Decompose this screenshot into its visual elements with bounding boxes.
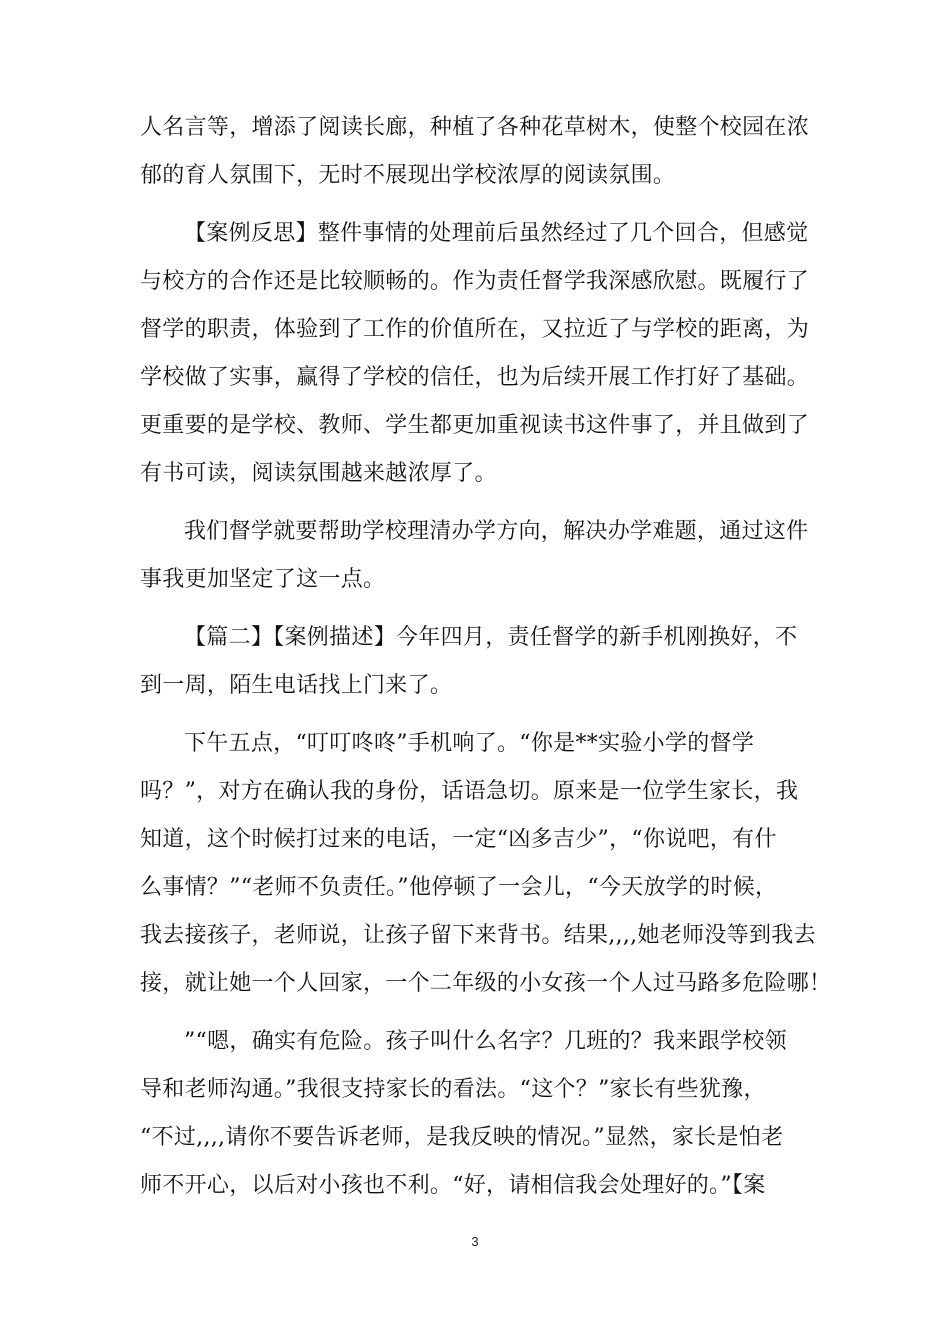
text-line: 我去接孩子，老师说，让孩子留下来背书。结果,,,,她老师没等到我去 <box>140 923 816 948</box>
text-line: 吗？”，对方在确认我的身份，话语急切。原来是一位学生家长，我 <box>140 779 799 804</box>
text-line: 与校方的合作还是比较顺畅的。作为责任督学我深感欣慰。既履行了 <box>140 269 810 294</box>
text-line: 更重要的是学校、教师、学生都更加重视读书这件事了，并且做到了 <box>140 413 810 438</box>
paragraph-4 <box>140 614 830 710</box>
text-line: ”“嗯，确实有危险。孩子叫什么名字？几班的？我来跟学校领 <box>184 1029 787 1054</box>
text-line: 人名言等，增添了阅读长廊，种植了各种花草树木，使整个校园在浓 <box>140 115 810 140</box>
text-line: 导和老师沟通。”我很支持家长的看法。“这个？”家长有些犹豫， <box>140 1077 766 1102</box>
paragraph-1 <box>140 104 830 200</box>
document-body <box>140 104 830 1210</box>
text-line: 有书可读，阅读氛围越来越浓厚了。 <box>140 461 497 486</box>
paragraph-2 <box>140 210 830 498</box>
text-line: 【案例反思】整件事情的处理前后虽然经过了几个回合，但感觉 <box>184 221 809 246</box>
paragraph-3 <box>140 508 830 604</box>
text-line: 知道，这个时候打过来的电话，一定“凶多吉少”，“你说吧，有什 <box>140 827 777 852</box>
text-line: 到一周，陌生电话找上门来了。 <box>140 673 453 698</box>
paragraph-6 <box>140 1018 830 1210</box>
paragraph-5 <box>140 720 830 1008</box>
text-line: 么事情？”“老师不负责任。”他停顿了一会儿，“今天放学的时候， <box>140 875 778 900</box>
text-line: 我们督学就要帮助学校理清办学方向，解决办学难题，通过这件 <box>184 519 809 544</box>
text-line: 事我更加坚定了这一点。 <box>140 567 386 592</box>
text-line: 督学的职责，体验到了工作的价值所在，又拉近了与学校的距离，为 <box>140 317 810 342</box>
text-line: “不过,,,,请你不要告诉老师，是我反映的情况。”显然，家长是怕老 <box>140 1125 784 1150</box>
text-line: 学校做了实事，赢得了学校的信任，也为后续开展工作打好了基础。 <box>140 365 810 390</box>
text-line: 郁的育人氛围下，无时不展现出学校浓厚的阅读氛围。 <box>140 163 676 188</box>
text-line: 接，就让她一个人回家，一个二年级的小女孩一个人过马路多危险哪！ <box>140 971 832 996</box>
page-number: 3 <box>471 1234 479 1249</box>
text-line: 师不开心，以后对小孩也不利。“好，请相信我会处理好的。”【案 <box>140 1173 766 1198</box>
text-line: 【篇二】【案例描述】今年四月，责任督学的新手机刚换好，不 <box>184 625 798 650</box>
text-line: 下午五点，“叮叮咚咚”手机响了。“你是**实验小学的督学 <box>184 731 755 756</box>
